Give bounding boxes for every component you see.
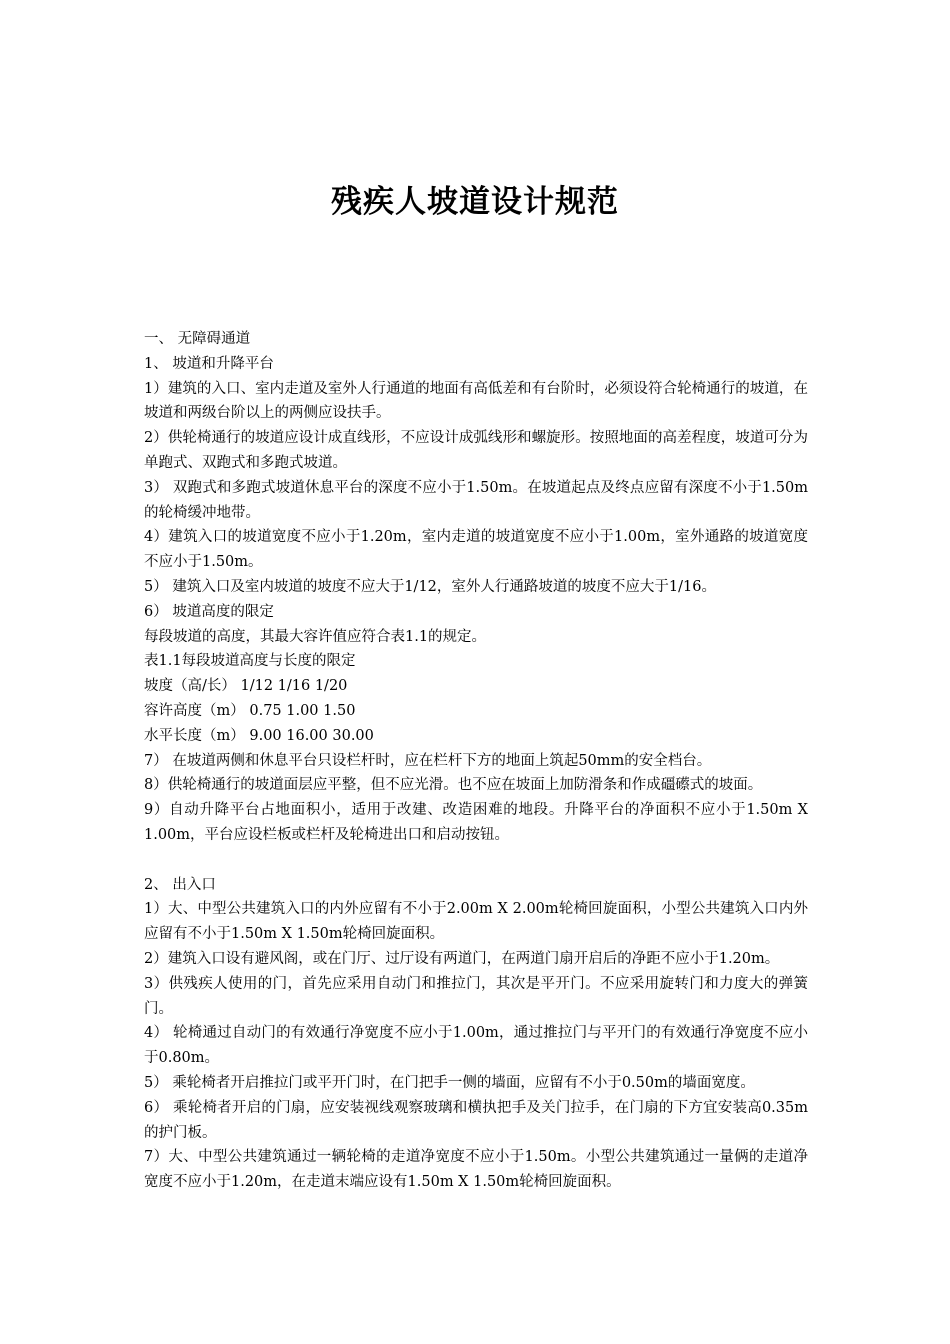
paragraph: 4） 轮椅通过自动门的有效通行净宽度不应小于1.00m，通过推拉门与平开门的有效通行净宽度不应小于0.80m。 xyxy=(144,1025,808,1067)
paragraph: 3）供残疾人使用的门，首先应采用自动门和推拉门，其次是平开门。不应采用旋转门和力度大的弹簧门。 xyxy=(144,975,808,1017)
table-row: 水平长度（m） 9.00 16.00 30.00 xyxy=(144,727,374,744)
paragraph: 7） 在坡道两侧和休息平台只设栏杆时，应在栏杆下方的地面上筑起50mm的安全档台。 xyxy=(144,752,712,769)
paragraph: 3） 双跑式和多跑式坡道休息平台的深度不应小于1.50m。在坡道起点及终点应留有深度不小于1.50m的轮椅缓冲地带。 xyxy=(144,479,808,521)
section-heading: 一、 无障碍通道 xyxy=(144,331,251,347)
paragraph: 5） 建筑入口及室内坡道的坡度不应大于1/12，室外人行通路坡道的坡度不应大于1/16。 xyxy=(144,578,716,595)
paragraph: 2）建筑入口设有避风阁，或在门厅、过厅设有两道门，在两道门扇开启后的净距不应小于1.20m。 xyxy=(144,950,780,967)
paragraph: 9）自动升降平台占地面积小，适用于改建、改造困难的地段。升降平台的净面积不应小于1.50m X 1.00m，平台应设栏板或栏杆及轮椅进出口和启动按钮。 xyxy=(144,802,808,843)
document-body xyxy=(144,327,808,1195)
paragraph: 1）建筑的入口、室内走道及室外人行通道的地面有高低差和有台阶时，必须设符合轮椅通行的坡道，在坡道和两级台阶以上的两侧应设扶手。 xyxy=(144,380,808,422)
paragraph: 6） 坡道高度的限定 xyxy=(144,603,274,620)
paragraph: 7）大、中型公共建筑通过一辆轮椅的走道净宽度不应小于1.50m。小型公共建筑通过一量俩的走道净宽度不应小于1.20m，在走道末端应设有1.50m X 1.50m轮椅回旋面积。 xyxy=(144,1149,808,1191)
subsection-heading: 2、 出入口 xyxy=(144,876,216,893)
paragraph: 8）供轮椅通行的坡道面层应平整，但不应光滑。也不应在坡面上加防滑条和作成礓礤式的坡面。 xyxy=(144,777,763,794)
paragraph: 5） 乘轮椅者开启推拉门或平开门时，在门把手一侧的墙面，应留有不小于0.50m的墙面宽度。 xyxy=(144,1074,755,1091)
paragraph: 6） 乘轮椅者开启的门扇，应安装视线观察玻璃和横执把手及关门拉手，在门扇的下方宜安装高0.35m的护门板。 xyxy=(144,1099,808,1141)
document-title: 残疾人坡道设计规范 xyxy=(331,184,619,220)
paragraph: 每段坡道的高度，其最大容许值应符合表1.1的规定。 xyxy=(144,628,487,645)
paragraph: 1）大、中型公共建筑入口的内外应留有不小于2.00m X 2.00m轮椅回旋面积，小型公共建筑入口内外应留有不小于1.50m X 1.50m轮椅回旋面积。 xyxy=(144,901,808,943)
subsection-heading: 1、 坡道和升降平台 xyxy=(144,355,274,372)
table-caption: 表1.1每段坡道高度与长度的限定 xyxy=(144,653,356,670)
table-row: 坡度（高/长） 1/12 1/16 1/20 xyxy=(144,678,348,695)
paragraph: 2）供轮椅通行的坡道应设计成直线形，不应设计成弧线形和螺旋形。按照地面的高差程度，坡道可分为单跑式、双跑式和多跑式坡道。 xyxy=(144,430,808,471)
paragraph: 4）建筑入口的坡道宽度不应小于1.20m，室内走道的坡道宽度不应小于1.00m，室外通路的坡道宽度不应小于1.50m。 xyxy=(144,529,808,571)
blank-line xyxy=(144,848,808,873)
table-row: 容许高度（m） 0.75 1.00 1.50 xyxy=(144,702,356,719)
